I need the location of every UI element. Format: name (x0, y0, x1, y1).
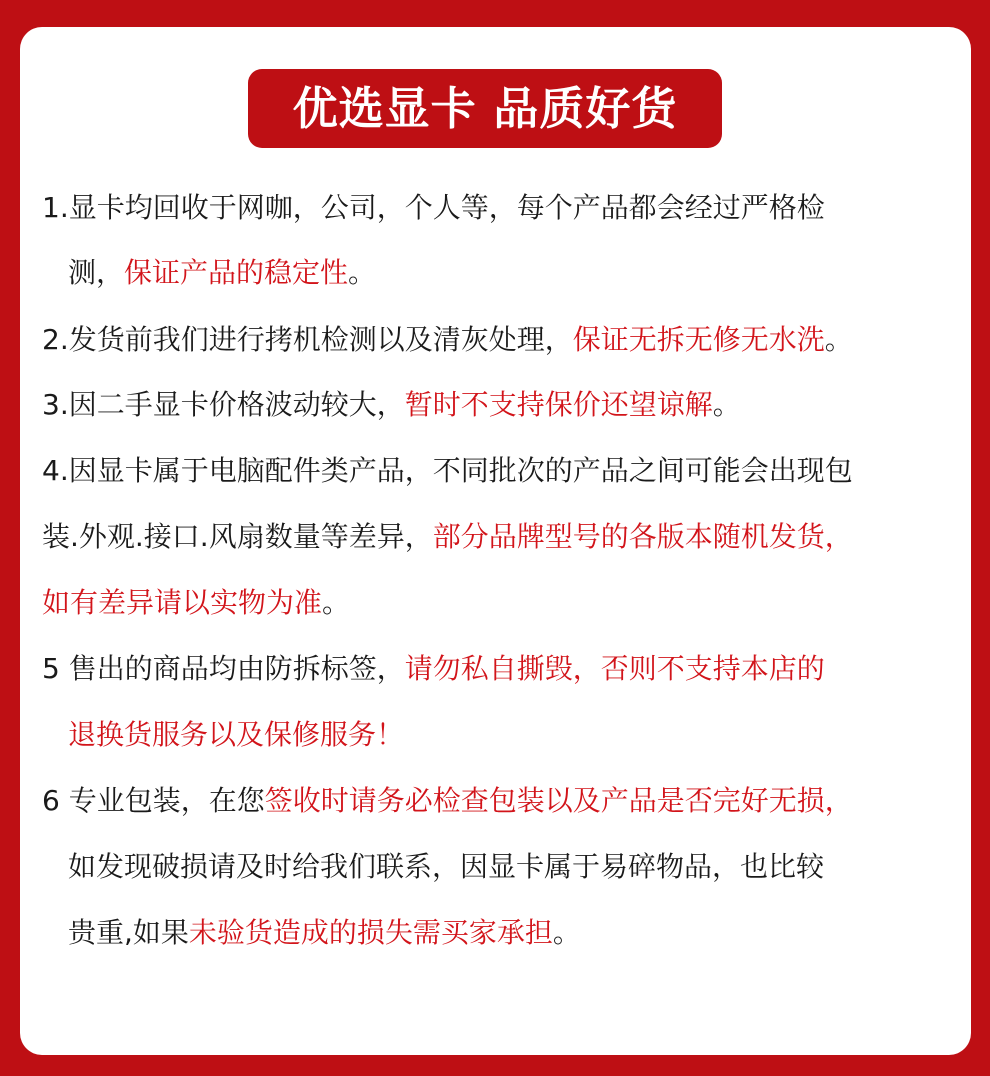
item-6-text: 6 专业包装，在您 (42, 784, 265, 817)
item-1-text-2: 测， (68, 256, 125, 289)
item-5-text: 5 售出的商品均由防拆标签， (42, 652, 405, 685)
item-1-text: 1.显卡均回收于网咖，公司，个人等，每个产品都会经过严格检 (42, 191, 825, 224)
item-6-highlight: 签收时请务必检查包装以及产品是否完好无损， (264, 784, 853, 817)
item-5-line-1 (42, 649, 825, 689)
item-3-line-1 (42, 385, 741, 425)
item-5-highlight-2: 退换货服务以及保修服务！ (68, 718, 405, 751)
item-2-text: 2.发货前我们进行拷机检测以及清灰处理， (42, 323, 573, 356)
item-6-line-1 (42, 781, 853, 821)
item-2-end: 。 (824, 323, 853, 356)
item-2-highlight: 保证无拆无修无水洗 (572, 323, 825, 356)
item-4-line-2 (42, 517, 853, 557)
item-2-line-1 (42, 320, 853, 360)
item-6-highlight-2: 未验货造成的损失需买家承担 (188, 916, 553, 949)
item-6-end: 。 (552, 916, 581, 949)
item-4-end: 。 (322, 586, 351, 619)
item-4-text-2: 装.外观.接口.风扇数量等差异， (42, 520, 433, 553)
item-4-line-1 (42, 451, 853, 491)
item-1-line-1 (42, 188, 825, 228)
item-5-highlight: 请勿私自撕毁，否则不支持本店的 (404, 652, 825, 685)
item-1-end: 。 (348, 256, 377, 289)
item-3-end: 。 (712, 388, 741, 421)
item-3-text: 3.因二手显卡价格波动较大， (42, 388, 405, 421)
item-4-highlight-2: 如有差异请以实物为准 (42, 586, 323, 619)
item-6-line-3 (68, 913, 581, 953)
item-6-text-2: 如发现破损请及时给我们联系，因显卡属于易碎物品，也比较 (68, 850, 825, 883)
item-4-text: 4.因显卡属于电脑配件类产品，不同批次的产品之间可能会出现包 (42, 454, 853, 487)
item-1-line-2 (68, 253, 376, 293)
item-4-highlight: 部分品牌型号的各版本随机发货， (432, 520, 853, 553)
item-6-text-3: 贵重,如果 (68, 916, 189, 949)
item-5-line-2 (68, 715, 404, 755)
item-6-line-2 (68, 847, 824, 887)
title-banner: 优选显卡 品质好货 (248, 69, 722, 148)
item-4-line-3 (42, 583, 350, 623)
item-1-highlight: 保证产品的稳定性 (124, 256, 349, 289)
item-3-highlight: 暂时不支持保价还望谅解 (404, 388, 713, 421)
